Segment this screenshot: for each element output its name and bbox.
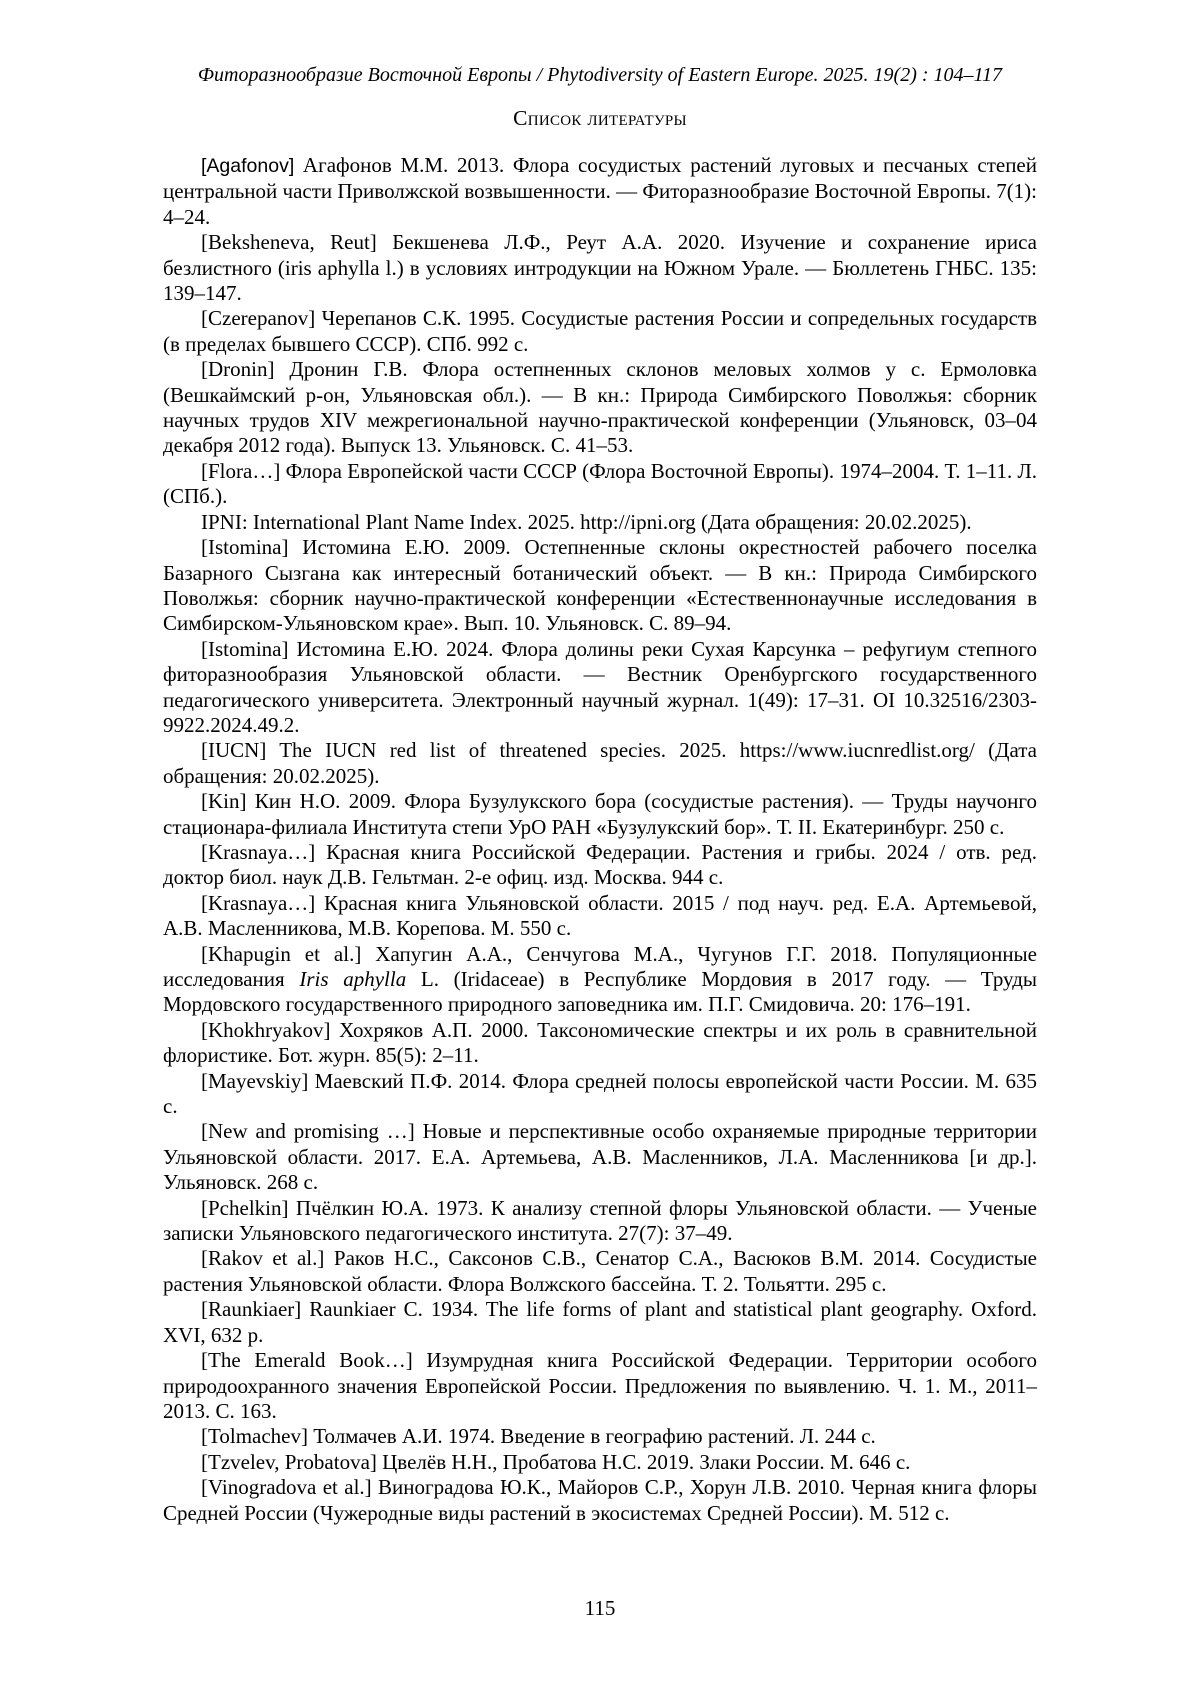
reference-text: [Kin] Кин Н.О. 2009. Флора Бузулукского бора (сосудистые растения). — Труды научонго стационара-филиала Института степи УрО РАН «Бузулукский бор». Т. II. Екатеринбург. 250 с. xyxy=(163,789,1037,839)
reference-text: [Mayevskiy] Маевский П.Ф. 2014. Флора средней полосы европейской части России. М. 635 с. xyxy=(163,1068,1037,1119)
reference-entry xyxy=(163,1196,1037,1247)
reference-entry xyxy=(163,510,1037,535)
reference-text: [New and promising …] Новые и перспективные особо охраняемые природные территории Ульяновской области. 2017. Е.А. Артемьева, А.В. Масленников, Л.А. Масленникова [и др.]. Ульяновск. 268 с. xyxy=(163,1119,1037,1195)
reference-entry xyxy=(163,942,1037,1018)
reference-list xyxy=(163,153,1037,1526)
reference-entry xyxy=(163,1246,1037,1297)
reference-entry xyxy=(163,1475,1037,1526)
reference-entry xyxy=(163,357,1037,459)
reference-text: [Beksheneva, Reut] Бекшенева Л.Ф., Реут А.А. 2020. Изучение и сохранение ириса безлистного (iris aphylla l.) в условиях интродукции на Южном Урале. — Бюллетень ГНБС. 135: 139–147. xyxy=(163,230,1037,306)
reference-entry xyxy=(163,1297,1037,1348)
reference-text: [Pchelkin] Пчёлкин Ю.А. 1973. К анализу степной флоры Ульяновской области. — Ученые записки Ульяновского педагогического института. 27(7): 37–49. xyxy=(163,1195,1037,1246)
reference-text: [Khapugin et al.] Хапугин А.А., Сенчугова М.А., Чугунов Г.Г. 2018. Популяционные исследования xyxy=(163,941,1037,991)
reference-text: [The Emerald Book…] Изумрудная книга Российской Федерации. Территории особого природоохранного значения Европейской России. Предложения по выявлению. Ч. 1. М., 2011–2013. С. 163. xyxy=(163,1348,1037,1423)
reference-entry xyxy=(163,459,1037,510)
reference-entry xyxy=(163,230,1037,306)
section-title: Список литературы xyxy=(513,106,687,130)
running-header: Фиторазнообразие Восточной Европы / Phytodiversity of Eastern Europe. 2025. 19(2) : 104–117 xyxy=(197,64,1003,86)
reference-text: [Tolmachev] Толмачев А.И. 1974. Введение в географию растений. Л. 244 с. xyxy=(201,1424,876,1449)
reference-entry xyxy=(163,738,1037,789)
reference-text: [Dronin] Дронин Г.В. Флора остепненных склонов меловых холмов у с. Ермоловка (Вешкаймский р-он, Ульяновская обл.). — В кн.: Природа Симбирского Поволжья: сборник научных трудов XIV межрегиональной научно-практической конференции (Ульяновск, 03–04 декабря 2012 года). Выпуск 13. Ульяновск. С. 41–53. xyxy=(163,357,1037,458)
reference-entry xyxy=(163,1018,1037,1069)
reference-entry xyxy=(163,1450,1037,1475)
reference-text: [Istomina] Истомина Е.Ю. 2024. Флора долины реки Сухая Карсунка – рефугиум степного фиторазнообразия Ульяновской области. — Вестник Оренбургского государственного педагогического университета. Электронный научный журнал. 1(49): 17–31. OI 10.32516/2303-9922.2024.49.2. xyxy=(163,636,1037,737)
page-number: 115 xyxy=(584,1596,616,1620)
reference-entry xyxy=(163,840,1037,891)
reference-entry xyxy=(163,891,1037,942)
reference-text: L. (Iridaceae) в Республике Мордовия в 2017 году. — Труды Мордовского государственного природного заповедника им. П.Г. Смидовича. 20: 176–191. xyxy=(163,967,1038,1017)
reference-text: [Khokhryakov] Хохряков А.П. 2000. Таксономические спектры и их роль в сравнительной флористике. Бот. журн. 85(5): 2–11. xyxy=(163,1017,1037,1068)
reference-entry xyxy=(163,637,1037,739)
reference-entry xyxy=(163,1069,1037,1120)
reference-text: Iris aphylla xyxy=(299,967,407,991)
reference-entry xyxy=(163,1424,1037,1449)
reference-text: [Krasnaya…] Красная книга Ульяновской области. 2015 / под науч. ред. Е.А. Артемьевой, А.В. Масленникова, М.В. Корепова. М. 550 с. xyxy=(163,890,1037,941)
reference-text: [IUCN] The IUCN red list of threatened species. 2025. https://www.iucnredlist.org/ (Дата обращения: 20.02.2025). xyxy=(163,738,1037,788)
reference-entry xyxy=(163,535,1037,637)
reference-text: Агафонов М.М. 2013. Флора сосудистых растений луговых и песчаных степей центральной части Приволжской возвышенности. — Фиторазнообразие Восточной Европы. 7(1): 4–24. xyxy=(163,153,1038,229)
reference-entry xyxy=(163,306,1037,357)
reference-entry xyxy=(163,1119,1037,1195)
reference-text: [Vinogradova et al.] Виноградова Ю.К., Майоров С.Р., Хорун Л.В. 2010. Черная книга флоры Средней России (Чужеродные виды растений в экосистемах Средней России). М. 512 с. xyxy=(163,1475,1037,1525)
reference-text: [Tzvelev, Probatova] Цвелёв Н.Н., Пробатова Н.С. 2019. Злаки России. М. 646 с. xyxy=(201,1449,911,1474)
reference-entry xyxy=(163,789,1037,840)
reference-text: [Agafonov] xyxy=(201,155,295,177)
reference-text: [Raunkiaer] Raunkiaer C. 1934. The life forms of plant and statistical plant geography. Oxford. XVI, 632 p. xyxy=(163,1297,1037,1347)
reference-text: [Rakov et al.] Раков Н.С., Саксонов С.В., Сенатор С.А., Васюков В.М. 2014. Сосудистые растения Ульяновской области. Флора Волжского бассейна. Т. 2. Тольятти. 295 с. xyxy=(163,1246,1037,1296)
reference-text: IPNI: International Plant Name Index. 2025. http://ipni.org (Дата обращения: 20.02.2025). xyxy=(201,509,972,534)
reference-entry xyxy=(163,153,1037,230)
reference-text: [Istomina] Истомина Е.Ю. 2009. Остепненные склоны окрестностей рабочего поселка Базарного Сызгана как интересный ботанический объект. — В кн.: Природа Симбирского Поволжья: сборник научно-практической конференции «Естественнонаучные исследования в Симбирском-Ульяновском крае». Вып. 10. Ульяновск. С. 89–94. xyxy=(163,535,1037,636)
reference-text: [Czerepanov] Черепанов С.К. 1995. Сосудистые растения России и сопредельных государств (в пределах бывшего СССР). СПб. 992 с. xyxy=(163,306,1037,356)
reference-entry xyxy=(163,1348,1037,1424)
reference-text: [Flora…] Флора Европейской части СССР (Флора Восточной Европы). 1974–2004. Т. 1–11. Л. (СПб.). xyxy=(163,458,1037,509)
reference-text: [Krasnaya…] Красная книга Российской Федерации. Растения и грибы. 2024 / отв. ред. доктор биол. наук Д.В. Гельтман. 2-е офиц. изд. Москва. 944 с. xyxy=(163,839,1037,890)
